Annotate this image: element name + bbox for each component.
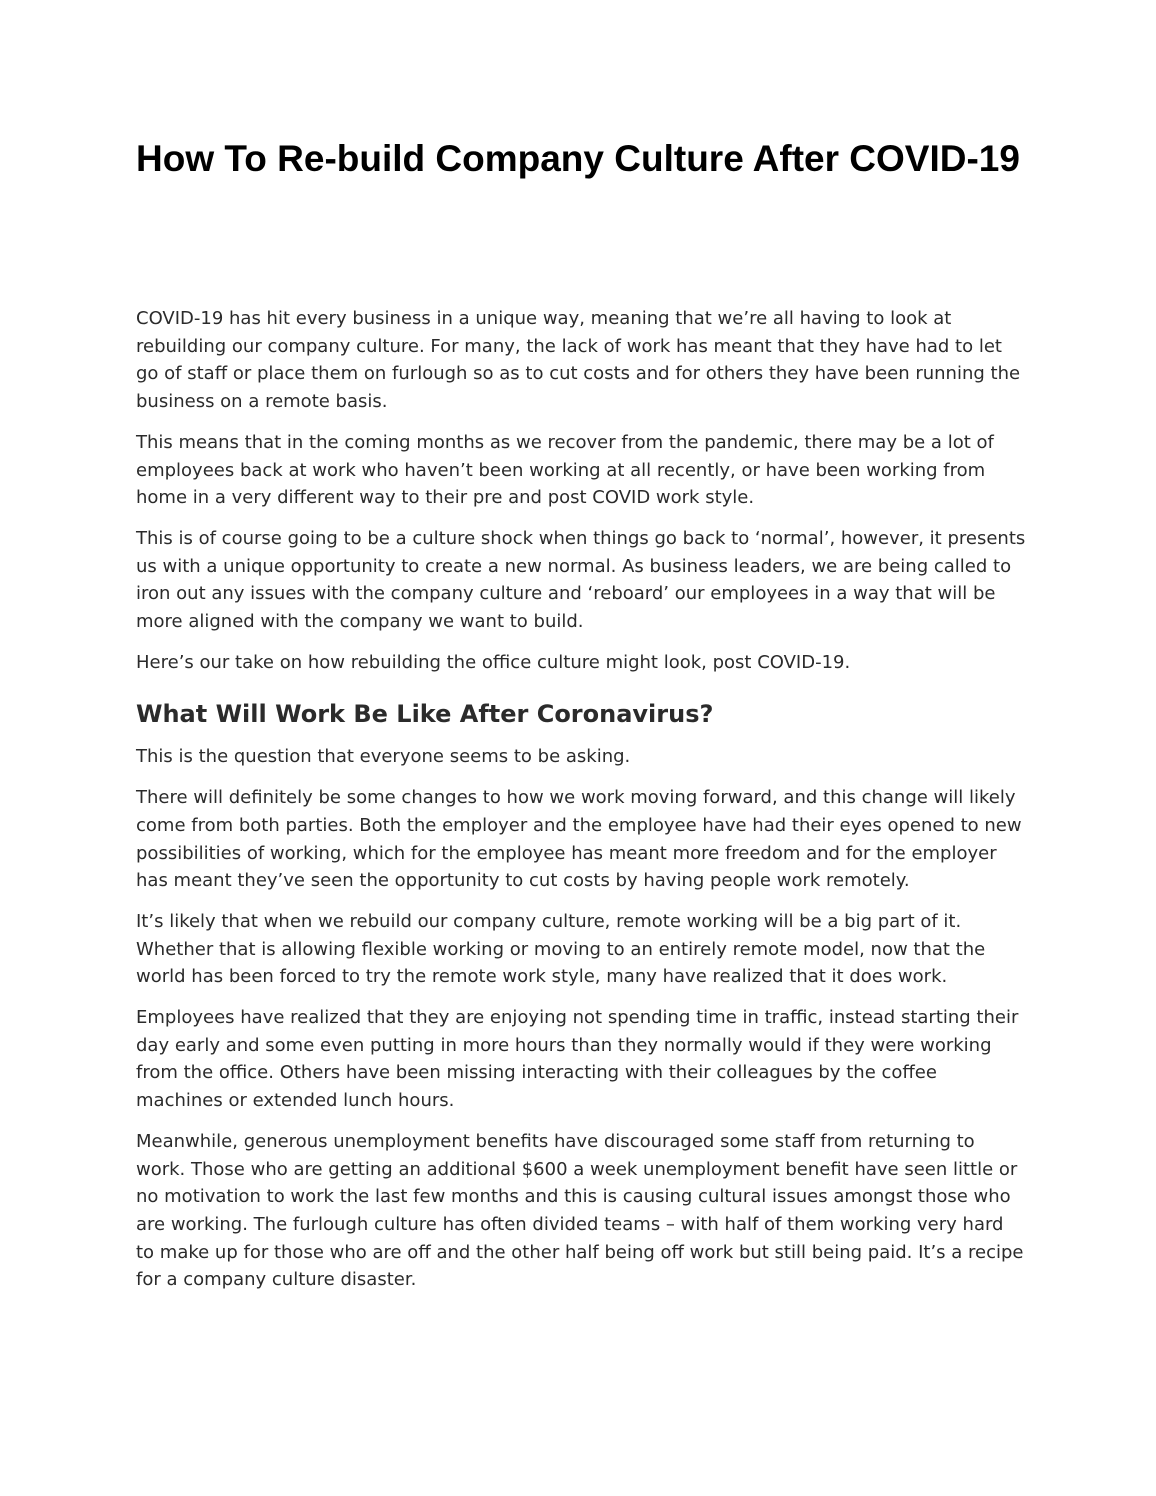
paragraph: This is the question that everyone seems to be asking. (136, 746, 631, 768)
section-heading: What Will Work Be Like After Coronavirus? (136, 700, 714, 729)
paragraph: COVID-19 has hit every business in a unique way, meaning that we’re all having to look at rebuilding our company culture. For many, the lack of work has meant that they have had to let go of staff or place them on furlough so as to cut costs and for others they have been running the business on a remote basis. (136, 308, 1021, 413)
paragraph: Meanwhile, generous unemployment benefits have discouraged some staff from returning to work. Those who are getting an additional $600 a week unemployment benefit have seen little or no motivation to work the last few months and this is causing cultural issues amongst those who are working. The furlough culture has often divided teams – with half of them working very hard to make up for those who are off and the other half being off work but still being paid. It’s a recipe for a company culture disaster. (136, 1130, 1024, 1291)
paragraph: It’s likely that when we rebuild our company culture, remote working will be a big part of it. Whether that is allowing flexible working or moving to an entirely remote model, now that the world has been forced to try the remote work style, many have realized that it does work. (136, 910, 986, 988)
paragraph: There will definitely be some changes to how we work moving forward, and this change will likely come from both parties. Both the employer and the employee have had their eyes opened to new possibilities of working, which for the employee has meant more freedom and for the employer has meant they’ve seen the opportunity to cut costs by having people work remotely. (136, 787, 1022, 892)
paragraph: Employees have realized that they are enjoying not spending time in traffic, instead starting their day early and some even putting in more hours than they normally would if they were working from the office. Others have been missing interacting with their colleagues by the coffee machines or extended lunch hours. (136, 1007, 1019, 1112)
document-body (136, 305, 1026, 1307)
paragraph: Here’s our take on how rebuilding the office culture might look, post COVID-19. (136, 651, 851, 673)
paragraph: This is of course going to be a culture shock when things go back to ‘normal’, however, it presents us with a unique opportunity to create a new normal. As business leaders, we are being called to iron out any issues with the company culture and ‘reboard’ our employees in a way that will be more aligned with the company we want to build. (136, 527, 1026, 633)
paragraph: This means that in the coming months as we recover from the pandemic, there may be a lot of employees back at work who haven’t been working at all recently, or have been working from home in a very different way to their pre and post COVID work style. (136, 431, 994, 509)
document-title: How To Re-build Company Culture After COVID-19 (136, 138, 1020, 179)
